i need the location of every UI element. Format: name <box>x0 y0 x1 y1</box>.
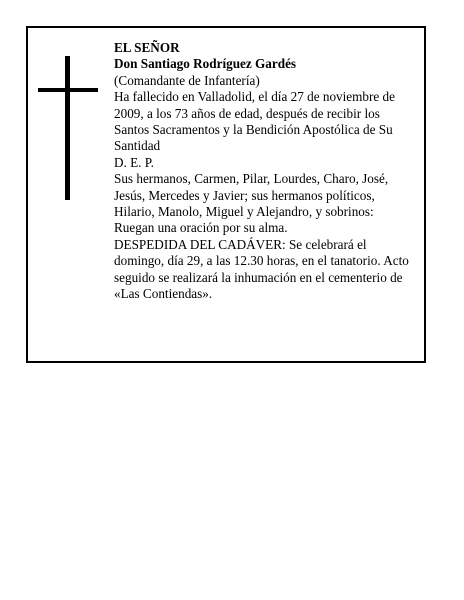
dep-line: D. E. P. <box>114 154 154 170</box>
deceased-name: Don Santiago Rodríguez Gardés <box>114 56 297 72</box>
obituary-text <box>114 40 414 303</box>
death-notice: Ha fallecido en Valladolid, el día 27 de noviembre de 2009, a los 73 años de edad, después de recibir los Santos Sacramentos y la Bendición Apostólica de Su Santidad <box>114 89 395 154</box>
prayer-request: Ruegan una oración por su alma. <box>114 220 288 236</box>
cross-vertical-bar <box>65 56 70 200</box>
cross-horizontal-bar <box>38 88 98 92</box>
obituary-heading: EL SEÑOR <box>114 40 180 55</box>
family-list: Sus hermanos, Carmen, Pilar, Lourdes, Charo, José, Jesús, Mercedes y Javier; sus hermanos políticos, Hilario, Manolo, Miguel y Alejandro, y sobrinos: <box>114 171 389 220</box>
deceased-rank: (Comandante de Infantería) <box>114 72 260 88</box>
obituary-notice <box>26 26 426 363</box>
cross-icon <box>38 56 98 200</box>
farewell-details: DESPEDIDA DEL CADÁVER: Se celebrará el domingo, día 29, a las 12.30 horas, en el tanatorio. Acto seguido se realizará la inhumación en el cementerio de «Las Contiendas». <box>114 236 409 302</box>
